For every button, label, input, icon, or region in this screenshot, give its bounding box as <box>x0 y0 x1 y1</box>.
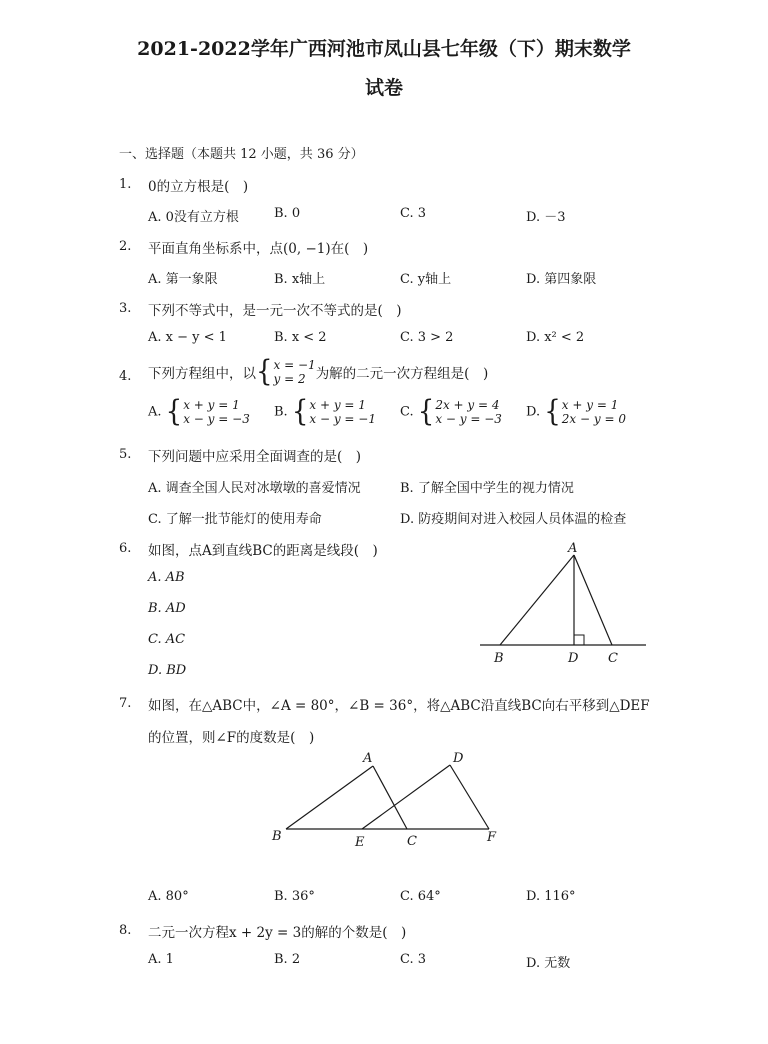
q1-option-d: D. －3 <box>526 210 566 225</box>
q4-text-before: 下列方程组中，以 <box>148 366 256 382</box>
q2-number: 2. <box>119 239 132 254</box>
q3-option-c: C. 3 > 2 <box>400 330 454 345</box>
q4-option-d-system <box>562 398 626 426</box>
q7-text-line2: 的位置，则∠F的度数是( ) <box>148 730 315 746</box>
q5-option-b: B. 了解全国中学生的视力情况 <box>400 481 574 496</box>
equation: x − y = −1 <box>309 412 376 426</box>
q3-option-a: A. x − y < 1 <box>148 330 227 345</box>
q8-number: 8. <box>119 923 132 938</box>
q6-option-c: C. AC <box>148 632 186 647</box>
equation: x + y = 1 <box>309 398 366 412</box>
equation: x − y = −3 <box>183 412 250 426</box>
q6-option-d: D. BD <box>148 663 187 678</box>
q4-option-a-system <box>183 398 250 426</box>
q4-cond-eq1: x = −1 <box>273 358 316 372</box>
q4-option-b-system <box>309 398 376 426</box>
segment-ba <box>286 766 373 829</box>
q4-number: 4. <box>119 369 132 384</box>
q4-condition-system <box>274 358 316 386</box>
q4-option-b-label: B. <box>274 404 288 420</box>
q7-number: 7. <box>119 696 132 711</box>
point-label-d: D <box>568 651 579 666</box>
brace-symbol: { <box>291 395 309 429</box>
page-title-line2: 试卷 <box>364 77 403 99</box>
point-label-d: D <box>453 751 464 766</box>
q4-option-d-label: D. <box>526 404 541 420</box>
q2-option-b: B. x轴上 <box>274 272 326 287</box>
q4-option-d <box>526 395 626 429</box>
q6-option-a: A. AB <box>148 570 185 585</box>
q5-number: 5. <box>119 447 132 462</box>
q3-option-d: D. x² < 2 <box>526 330 585 345</box>
right-angle-mark <box>574 635 584 645</box>
q5-option-c: C. 了解一批节能灯的使用寿命 <box>148 512 322 527</box>
q1-option-c: C. 3 <box>400 206 427 221</box>
q4-cond-eq2: y = 2 <box>273 372 306 386</box>
brace-symbol: { <box>417 395 435 429</box>
point-label-a: A <box>363 751 373 766</box>
q5-option-a: A. 调查全国人民对冰墩墩的喜爱情况 <box>148 481 361 496</box>
q4-option-c-label: C. <box>400 404 414 420</box>
point-label-c: C <box>407 834 417 849</box>
point-label-b: B <box>494 651 504 666</box>
q6-figure <box>470 535 660 670</box>
q1-number: 1. <box>119 177 132 192</box>
equation: x − y = −3 <box>435 412 502 426</box>
q6-number: 6. <box>119 541 132 556</box>
q3-option-b: B. x < 2 <box>274 330 327 345</box>
q8-option-d: D. 无数 <box>526 956 571 971</box>
q3-text: 下列不等式中，是一元一次不等式的是( ) <box>148 303 402 319</box>
q7-option-c: C. 64° <box>400 889 441 904</box>
segment-ab <box>500 555 574 645</box>
q1-option-a: A. 0没有立方根 <box>148 210 239 225</box>
q4-option-a <box>148 395 250 429</box>
q4-option-c-system <box>435 398 502 426</box>
brace-symbol: { <box>544 395 561 429</box>
segment-ac <box>373 766 407 829</box>
q4-option-b <box>274 395 376 429</box>
q5-option-d: D. 防疫期间对进入校园人员体温的检查 <box>400 512 627 527</box>
q3-number: 3. <box>119 301 132 316</box>
page-title-line1: 2021-2022学年广西河池市凤山县七年级（下）期末数学 <box>137 38 631 60</box>
section-heading: 一、选择题（本题共 12 小题，共 36 分） <box>119 147 364 162</box>
q7-text-line1: 如图，在△ABC中，∠A = 80°，∠B = 36°，将△ABC沿直线BC向右平移到△DEF <box>148 698 650 714</box>
equation: x + y = 1 <box>561 398 619 412</box>
point-label-b: B <box>272 829 282 844</box>
q7-option-d: D. 116° <box>526 889 576 904</box>
point-label-f: F <box>487 830 497 845</box>
segment-df <box>450 765 489 829</box>
q8-option-a: A. 1 <box>148 952 174 967</box>
q6-option-b: B. AD <box>148 601 186 616</box>
q2-option-c: C. y轴上 <box>400 272 452 287</box>
brace-symbol: { <box>256 355 273 389</box>
q2-option-d: D. 第四象限 <box>526 272 597 287</box>
q8-option-c: C. 3 <box>400 952 427 967</box>
q6-text: 如图，点A到直线BC的距离是线段( ) <box>148 543 378 559</box>
q4-text-after: 为解的二元一次方程组是( ) <box>315 366 489 382</box>
q4-option-c <box>400 395 502 429</box>
q8-option-b: B. 2 <box>274 952 301 967</box>
segment-ac <box>574 555 612 645</box>
point-label-e: E <box>355 835 365 850</box>
equation: 2x + y = 4 <box>435 398 500 412</box>
q5-text: 下列问题中应采用全面调查的是( ) <box>148 449 362 465</box>
q7-option-b: B. 36° <box>274 889 315 904</box>
q4-option-a-label: A. <box>148 404 162 420</box>
q1-text: 0的立方根是( ) <box>148 179 249 195</box>
q1-option-b: B. 0 <box>274 206 301 221</box>
q7-option-a: A. 80° <box>148 889 189 904</box>
q8-text: 二元一次方程x + 2y = 3的解的个数是( ) <box>148 925 407 941</box>
segment-ed <box>362 765 450 829</box>
point-label-a: A <box>568 541 578 556</box>
equation: x + y = 1 <box>183 398 240 412</box>
brace-symbol: { <box>165 395 183 429</box>
q7-figure <box>262 748 512 853</box>
q4-text <box>148 355 489 389</box>
q2-text: 平面直角坐标系中，点(0, −1)在( ) <box>148 241 369 257</box>
q2-option-a: A. 第一象限 <box>148 272 218 287</box>
equation: 2x − y = 0 <box>561 412 626 426</box>
point-label-c: C <box>608 651 618 666</box>
